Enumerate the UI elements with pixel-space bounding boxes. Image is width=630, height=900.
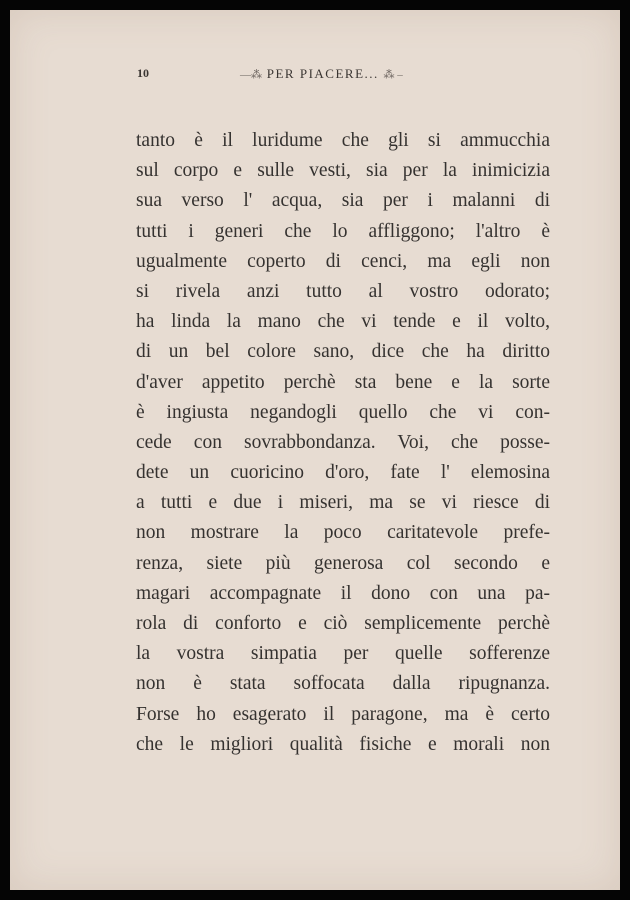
text-line: sul corpo e sulle vesti, sia per la inimicizia [136,160,550,182]
text-line: dete un cuoricino d'oro, fate l' elemosina [136,462,550,484]
text-line: la vostra simpatia per quelle sofferenze [136,643,550,665]
text-line: non è stata soffocata dalla ripugnanza. [136,673,550,695]
body-text [136,126,550,760]
text-line: ugualmente coperto di cenci, ma egli non [136,250,550,272]
text-line: renza, siete più generosa col secondo e [136,552,550,574]
text-line: ha linda la mano che vi tende e il volto, [136,311,550,333]
page-number: 10 [137,66,149,80]
text-line: tutti i generi che lo affliggono; l'altro è [136,220,550,242]
ornament-right: ⁂ – [383,69,403,81]
text-line: magari accompagnate il dono con una pa- [136,582,550,604]
text-line: Forse ho esagerato il paragone, ma è certo [136,703,550,725]
text-line: cede con sovrabbondanza. Voi, che posse- [136,431,550,453]
running-title: PER PIACERE... [266,66,379,81]
text-line: a tutti e due i miseri, ma se vi riesce di [136,492,550,514]
text-line: tanto è il luridume che gli si ammucchia [136,130,550,151]
text-line: d'aver appetito perchè sta bene e la sorte [136,371,550,393]
text-line: sua verso l' acqua, sia per i malanni di [136,190,550,212]
text-line: rola di conforto e ciò semplicemente perchè [136,613,550,634]
text-line: che le migliori qualità fisiche e morali non [136,733,550,755]
text-line: di un bel colore sano, dice che ha diritto [136,341,550,363]
ornament-left: —⁂ [240,69,262,81]
running-head [240,66,403,82]
book-page [10,10,620,890]
text-line: è ingiusta negandogli quello che vi con- [136,401,550,423]
text-line: non mostrare la poco caritatevole prefe- [136,522,550,544]
text-line: si rivela anzi tutto al vostro odorato; [136,280,550,302]
page-header [10,66,620,86]
